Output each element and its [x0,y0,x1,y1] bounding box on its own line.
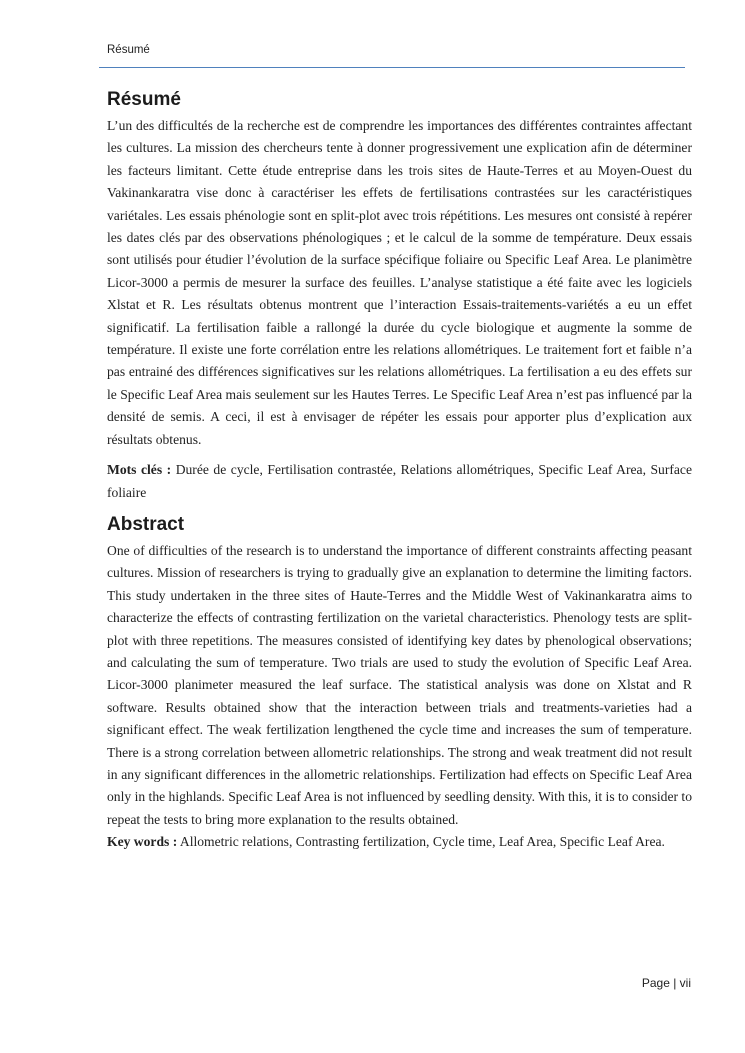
resume-keywords-label: Mots clés : [107,462,172,478]
abstract-heading: Abstract [107,513,185,535]
header-divider [99,67,685,68]
abstract-paragraph: One of difficulties of the research is to understand the importance of different constraints affecting peasant cultures. Mission of researchers is trying to gradually give an explanation to determine the limiting factors. This study undertaken in the three sites of Haute-Terres and the Middle West of Vakinankaratra aims to characterize the effects of contrasting fertilization on the varietal characteristics. Phenology tests are split-plot with three repetitions. The measures consisted of identifying key dates by phenological observations; and calculating the sum of temperature. Two trials are used to study the evolution of Specific Leaf Area. Licor-3000 planimeter measured the leaf surface. The statistical analysis was done on Xlstat and R software. Results obtained show that the interaction between trials and treatments-varieties had a significant effect. The weak fertilization lengthened the cycle time and increases the sum of temperature. There is a strong correlation between allometric relationships. The strong and weak treatment did not result in any significant differences in the allometric relationships. Fertilization had effects on Specific Leaf Area only in the highlands. Specific Leaf Area is not influenced by seedling density. With this, it is to consider to repeat the tests to bring more explanation to the results obtained. [107,542,693,827]
running-header-title: Résumé [107,44,150,56]
resume-keywords-text: Durée de cycle, Fertilisation contrastée, Relations allométriques, Specific Leaf Area, Surface foliaire [107,462,693,500]
resume-paragraph: L’un des difficultés de la recherche est de comprendre les importances des différentes contraintes affectant les cultures. La mission des chercheurs tente à donner progressivement une explication afin de déterminer les facteurs limitant. Cette étude entreprise dans les trois sites de Haute-Terres et au Moyen-Ouest du Vakinankaratra vise donc à caractériser les effets de fertilisations contrastées sur les caractéristiques variétales. Les essais phénologie sont en split-plot avec trois répétitions. Les mesures ont consisté à repérer les dates clés par des observations phénologiques ; et le calcul de la somme de température. Deux essais sont utilisés pour étudier l’évolution de la surface spécifique foliaire ou Specific Leaf Area. Le planimètre Licor-3000 a permis de mesurer la surface des feuilles. L’analyse statistique a été faite avec les logiciels Xlstat et R. Les résultats obtenus montrent que l’interaction Essais-traitements-variétés a eu un effet significatif. La fertilisation faible a rallongé la durée du cycle biologique et augmente la somme de température. Il existe une forte corrélation entre les relations allométriques. Le traitement fort et faible n’a pas entrainé des différences significatives sur les relations allométriques. La fertilisation a eu des effets sur le Specific Leaf Area mais seulement sur les Hautes Terres. Le Specific Leaf Area n’est pas influencé par la densité de semis. A ceci, il est à envisager de répéter les essais pour apporter plus d’explication aux résultats obtenus. [107,118,692,447]
resume-heading: Résumé [107,89,181,110]
abstract-keywords [107,831,692,853]
page-content [107,88,692,854]
resume-keywords [107,459,692,504]
abstract-keywords-label: Key words : [107,834,178,850]
page-number: Page | vii [641,976,691,990]
abstract-keywords-text: Allometric relations, Contrasting fertilization, Cycle time, Leaf Area, Specific Leaf Area. [177,834,665,850]
